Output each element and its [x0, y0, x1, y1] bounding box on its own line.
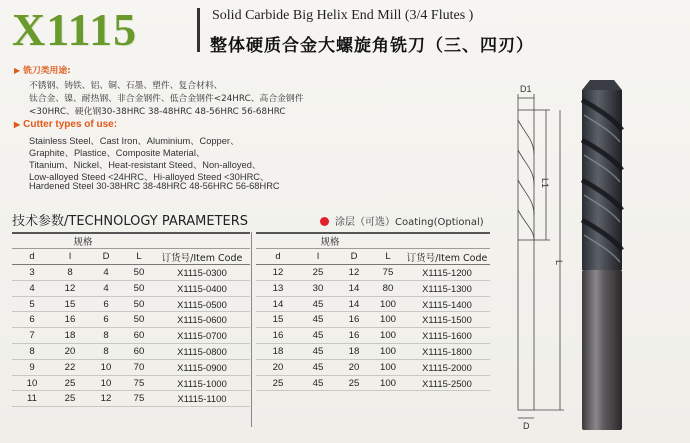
cell-d: 12 — [256, 265, 300, 281]
group-header: 规格 — [256, 233, 404, 249]
cell-l: 45 — [300, 375, 336, 391]
table-row — [12, 312, 250, 328]
cell-D: 6 — [88, 312, 124, 328]
cell-D: 16 — [336, 312, 372, 328]
cell-L: 75 — [124, 375, 154, 391]
cell-D: 6 — [88, 296, 124, 312]
cell-item-code: X1115-1600 — [404, 328, 490, 344]
col-header-d: d — [12, 249, 52, 265]
usage-heading-en: ▶ Cutter types of use: — [14, 119, 118, 130]
cell-L: 50 — [124, 280, 154, 296]
cell-L: 75 — [124, 391, 154, 407]
usage-line-cn-1: 不锈钢、铸铁、铝、铜、石墨、塑件、复合材料、 — [29, 81, 223, 91]
table-row — [256, 312, 490, 328]
model-number: X1115 — [12, 4, 138, 55]
usage-line-en-1: Stainless Steel、Cast Iron、Aluminium、Copper、 — [29, 136, 240, 146]
col-header-L: L — [372, 249, 404, 265]
cell-d: 18 — [256, 344, 300, 360]
cell-item-code: X1115-1100 — [154, 391, 250, 407]
end-mill-drawing — [490, 80, 570, 430]
col-header-D: D — [88, 249, 124, 265]
cell-D: 14 — [336, 296, 372, 312]
cell-d: 20 — [256, 359, 300, 375]
title-divider — [197, 8, 200, 52]
cell-D: 4 — [88, 280, 124, 296]
cell-D: 10 — [88, 359, 124, 375]
dim-label-d1: D1 — [520, 84, 532, 94]
cell-L: 50 — [124, 296, 154, 312]
cell-l: 20 — [52, 344, 88, 360]
table-row — [12, 359, 250, 375]
cell-D: 10 — [88, 375, 124, 391]
cell-D: 8 — [88, 328, 124, 344]
cell-L: 100 — [372, 312, 404, 328]
cell-L: 100 — [372, 328, 404, 344]
cell-d: 7 — [12, 328, 52, 344]
table-row — [12, 391, 250, 407]
col-header-l: l — [52, 249, 88, 265]
table-row — [12, 265, 250, 281]
cell-L: 100 — [372, 296, 404, 312]
tech-params-title: 技术参数/TECHNOLOGY PARAMETERS — [12, 214, 249, 229]
cell-item-code: X1115-1300 — [404, 280, 490, 296]
col-header-item-code: 订货号/Item Code — [154, 249, 250, 265]
table-row — [256, 328, 490, 344]
cell-l: 25 — [300, 265, 336, 281]
cell-D: 20 — [336, 359, 372, 375]
table-row — [12, 375, 250, 391]
col-header-d: d — [256, 249, 300, 265]
table-row — [12, 328, 250, 344]
cell-d: 16 — [256, 328, 300, 344]
cell-item-code: X1115-0400 — [154, 280, 250, 296]
col-header-L: L — [124, 249, 154, 265]
cell-d: 25 — [256, 375, 300, 391]
group-header: 规格 — [12, 233, 154, 249]
cell-l: 45 — [300, 312, 336, 328]
table-row — [12, 296, 250, 312]
cell-D: 12 — [88, 391, 124, 407]
cell-D: 12 — [336, 265, 372, 281]
usage-line-cn-2: 钛合金、镍、耐热钢、非合金钢件、低合金钢件<24HRC、高合金钢件 — [29, 94, 304, 104]
table-row — [256, 296, 490, 312]
cell-L: 100 — [372, 375, 404, 391]
dim-label-d: D — [523, 421, 530, 430]
usage-line-cn-3: <30HRC、硬化钢30-38HRC 38-48HRC 48-56HRC 56-68HRC — [29, 107, 286, 117]
col-header-l: l — [300, 249, 336, 265]
cell-D: 25 — [336, 375, 372, 391]
cell-l: 16 — [52, 312, 88, 328]
cell-D: 16 — [336, 328, 372, 344]
cell-l: 45 — [300, 359, 336, 375]
cell-item-code: X1115-0300 — [154, 265, 250, 281]
cell-D: 18 — [336, 344, 372, 360]
cell-item-code: X1115-2000 — [404, 359, 490, 375]
cell-d: 11 — [12, 391, 52, 407]
cell-l: 45 — [300, 296, 336, 312]
dim-label-l: L — [554, 260, 564, 266]
cell-d: 6 — [12, 312, 52, 328]
cell-d: 3 — [12, 265, 52, 281]
spec-table-right — [256, 232, 490, 391]
usage-line-en-3: Titanium、Nickel、Heat-resistant Steed、Non-alloyed、 — [29, 160, 262, 170]
title-english: Solid Carbide Big Helix End Mill (3/4 Flutes ) — [212, 8, 474, 23]
cell-item-code: X1115-0700 — [154, 328, 250, 344]
table-row — [256, 265, 490, 281]
col-header-item-code: 订货号/Item Code — [404, 249, 490, 265]
cell-item-code: X1115-0600 — [154, 312, 250, 328]
dim-label-l1: L1 — [540, 178, 550, 189]
cell-d: 8 — [12, 344, 52, 360]
cell-item-code: X1115-2500 — [404, 375, 490, 391]
cell-L: 50 — [124, 312, 154, 328]
cell-item-code: X1115-1800 — [404, 344, 490, 360]
cell-l: 30 — [300, 280, 336, 296]
table-row — [256, 359, 490, 375]
cell-L: 75 — [372, 265, 404, 281]
cell-L: 80 — [372, 280, 404, 296]
table-row — [12, 280, 250, 296]
cell-d: 15 — [256, 312, 300, 328]
cell-L: 60 — [124, 344, 154, 360]
cell-D: 14 — [336, 280, 372, 296]
usage-line-en-4: Low-alloyed Steed <24HRC、Hi-alloyed Steed <30HRC、 — [29, 172, 270, 182]
cell-d: 5 — [12, 296, 52, 312]
spec-table-left — [12, 232, 250, 407]
cell-L: 60 — [124, 328, 154, 344]
cell-d: 13 — [256, 280, 300, 296]
usage-line-en-2: Graphite、Plastice、Composite Material、 — [29, 148, 206, 158]
cell-item-code: X1115-0900 — [154, 359, 250, 375]
cell-item-code: X1115-0800 — [154, 344, 250, 360]
usage-heading-cn: ▶ 铣刀类用途: — [14, 66, 71, 76]
cell-l: 15 — [52, 296, 88, 312]
cell-D: 8 — [88, 344, 124, 360]
cell-L: 100 — [372, 359, 404, 375]
triangle-bullet-icon: ▶ — [14, 120, 21, 129]
cell-l: 8 — [52, 265, 88, 281]
usage-line-en-5: Hardened Steel 30-38HRC 38-48HRC 48-56HRC 56-68HRC — [29, 181, 280, 191]
cell-l: 25 — [52, 391, 88, 407]
table-row — [12, 344, 250, 360]
cell-item-code: X1115-0500 — [154, 296, 250, 312]
cell-d: 4 — [12, 280, 52, 296]
table-row — [256, 344, 490, 360]
cell-l: 45 — [300, 344, 336, 360]
cell-item-code: X1115-1000 — [154, 375, 250, 391]
table-row — [256, 280, 490, 296]
table-row — [256, 375, 490, 391]
coating-note: 涂层（可选）Coating(Optional) — [320, 213, 484, 228]
cell-d: 10 — [12, 375, 52, 391]
cell-L: 100 — [372, 344, 404, 360]
red-dot-icon — [320, 217, 329, 226]
cell-l: 25 — [52, 375, 88, 391]
col-header-D: D — [336, 249, 372, 265]
cell-l: 22 — [52, 359, 88, 375]
cell-l: 12 — [52, 280, 88, 296]
end-mill-photo — [560, 70, 640, 435]
cell-item-code: X1115-1500 — [404, 312, 490, 328]
cell-d: 14 — [256, 296, 300, 312]
cell-l: 45 — [300, 328, 336, 344]
cell-item-code: X1115-1400 — [404, 296, 490, 312]
table-divider — [251, 232, 252, 427]
cell-L: 50 — [124, 265, 154, 281]
triangle-bullet-icon: ▶ — [14, 66, 21, 75]
cell-item-code: X1115-1200 — [404, 265, 490, 281]
title-chinese: 整体硬质合金大螺旋角铣刀（三、四刃） — [210, 36, 534, 56]
cell-L: 70 — [124, 359, 154, 375]
cell-d: 9 — [12, 359, 52, 375]
cell-D: 4 — [88, 265, 124, 281]
cell-l: 18 — [52, 328, 88, 344]
